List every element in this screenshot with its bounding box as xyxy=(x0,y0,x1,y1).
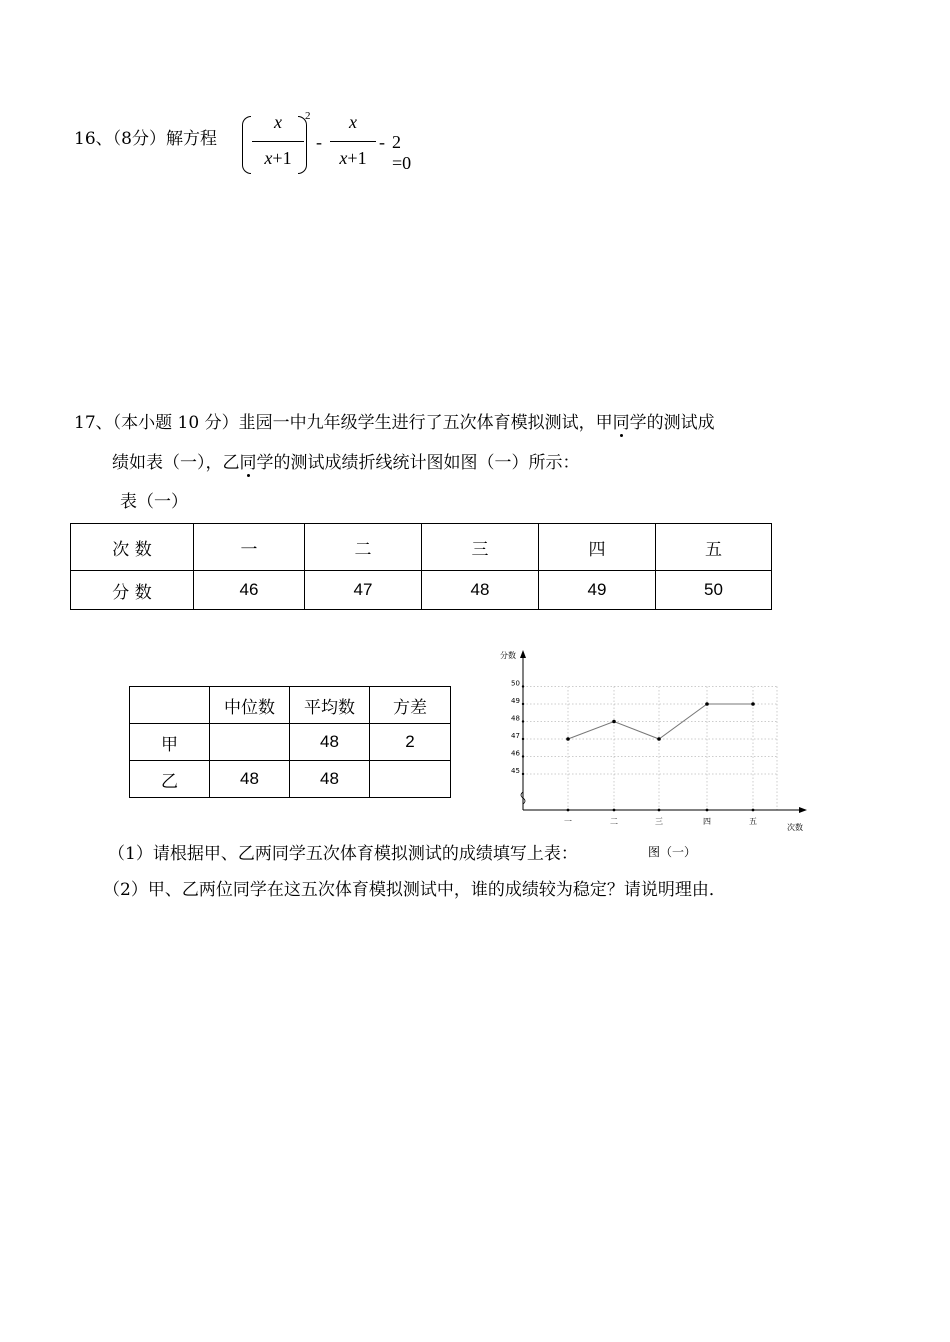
y-tick-label: 49 xyxy=(511,697,520,705)
table-caption: 表（一） xyxy=(120,492,188,512)
header-cell: 四 xyxy=(539,524,656,571)
y-tick xyxy=(522,685,524,687)
median-cell[interactable] xyxy=(210,724,290,761)
score-cell: 50 xyxy=(656,571,772,610)
x-tick-label: 三 xyxy=(655,817,663,826)
mean-cell: 48 xyxy=(290,724,370,761)
y-tick-label: 48 xyxy=(511,714,520,723)
header-cell: 一 xyxy=(194,524,305,571)
x-tick xyxy=(613,809,616,812)
left-paren xyxy=(242,116,251,174)
y-axis-label: 分数 xyxy=(500,651,516,660)
data-point xyxy=(612,720,616,724)
x-tick-label: 二 xyxy=(610,817,618,826)
row-label: 乙 xyxy=(130,761,210,798)
header-cell: 平均数 xyxy=(290,687,370,724)
line-chart xyxy=(495,644,840,864)
data-point xyxy=(657,737,661,741)
right-paren xyxy=(298,116,307,174)
y-tick-label: 46 xyxy=(511,749,520,758)
chart-ticks xyxy=(511,680,757,827)
row-label: 次 数 xyxy=(71,524,194,571)
y-tick xyxy=(522,703,524,705)
variance-cell: 2 xyxy=(370,724,451,761)
data-point xyxy=(751,702,755,706)
chart-caption: 图（一） xyxy=(648,845,697,859)
y-axis-arrow xyxy=(520,650,526,658)
mean-cell: 48 xyxy=(290,761,370,798)
x-tick xyxy=(567,809,570,812)
header-cell: 二 xyxy=(305,524,422,571)
y-tick-label: 45 xyxy=(511,767,520,775)
y-tick-label: 50 xyxy=(511,679,520,688)
q16-label: 16、（8分）解方程 xyxy=(74,129,217,149)
minus-sign: - xyxy=(316,132,322,152)
score-cell: 49 xyxy=(539,571,656,610)
header-cell: 方差 xyxy=(370,687,451,724)
header-cell xyxy=(130,687,210,724)
data-point xyxy=(566,737,570,741)
y-tick xyxy=(522,773,524,775)
data-point xyxy=(705,702,709,706)
x-tick-label: 四 xyxy=(703,817,711,826)
variance-cell[interactable] xyxy=(370,761,451,798)
q17-line1: 17、（本小题 10 分）韭园一中九年级学生进行了五次体育模拟测试，甲同学的测试成 xyxy=(74,413,715,433)
sub-question-2: （2）甲、乙两位同学在这五次体育模拟测试中，谁的成绩较为稳定？请说明理由． xyxy=(103,880,726,900)
score-cell: 47 xyxy=(305,571,422,610)
x-axis-label: 次数 xyxy=(787,823,803,832)
x-tick-label: 一 xyxy=(564,817,572,826)
equation-rest: 2 =0 xyxy=(392,132,412,173)
x-tick xyxy=(658,809,661,812)
y-tick xyxy=(522,755,524,757)
row-label: 甲 xyxy=(130,724,210,761)
header-cell: 五 xyxy=(656,524,772,571)
y-tick xyxy=(522,720,524,722)
x-tick xyxy=(706,809,709,812)
median-cell: 48 xyxy=(210,761,290,798)
header-cell: 三 xyxy=(422,524,539,571)
y-tick-label: 47 xyxy=(511,732,520,740)
sub-question-1: （1）请根据甲、乙两同学五次体育模拟测试的成绩填写上表： xyxy=(108,844,578,864)
score-table xyxy=(70,523,772,610)
stats-table xyxy=(129,686,451,798)
q17-line2: 绩如表（一），乙同学的测试成绩折线统计图如图（一）所示： xyxy=(112,453,580,473)
x-tick-label: 五 xyxy=(749,817,757,826)
yi-emphasis: 乙同学 xyxy=(222,453,274,473)
exponent: 2 xyxy=(305,110,311,122)
chart-grid xyxy=(523,687,777,811)
score-cell: 46 xyxy=(194,571,305,610)
minus-sign: - xyxy=(379,132,385,152)
jia-emphasis: 甲同学 xyxy=(595,413,647,433)
y-tick xyxy=(522,738,524,740)
header-cell: 中位数 xyxy=(210,687,290,724)
chart-axes xyxy=(520,650,807,813)
row-label: 分 数 xyxy=(71,571,194,610)
x-tick xyxy=(752,809,755,812)
x-axis-arrow xyxy=(799,807,807,813)
score-cell: 48 xyxy=(422,571,539,610)
